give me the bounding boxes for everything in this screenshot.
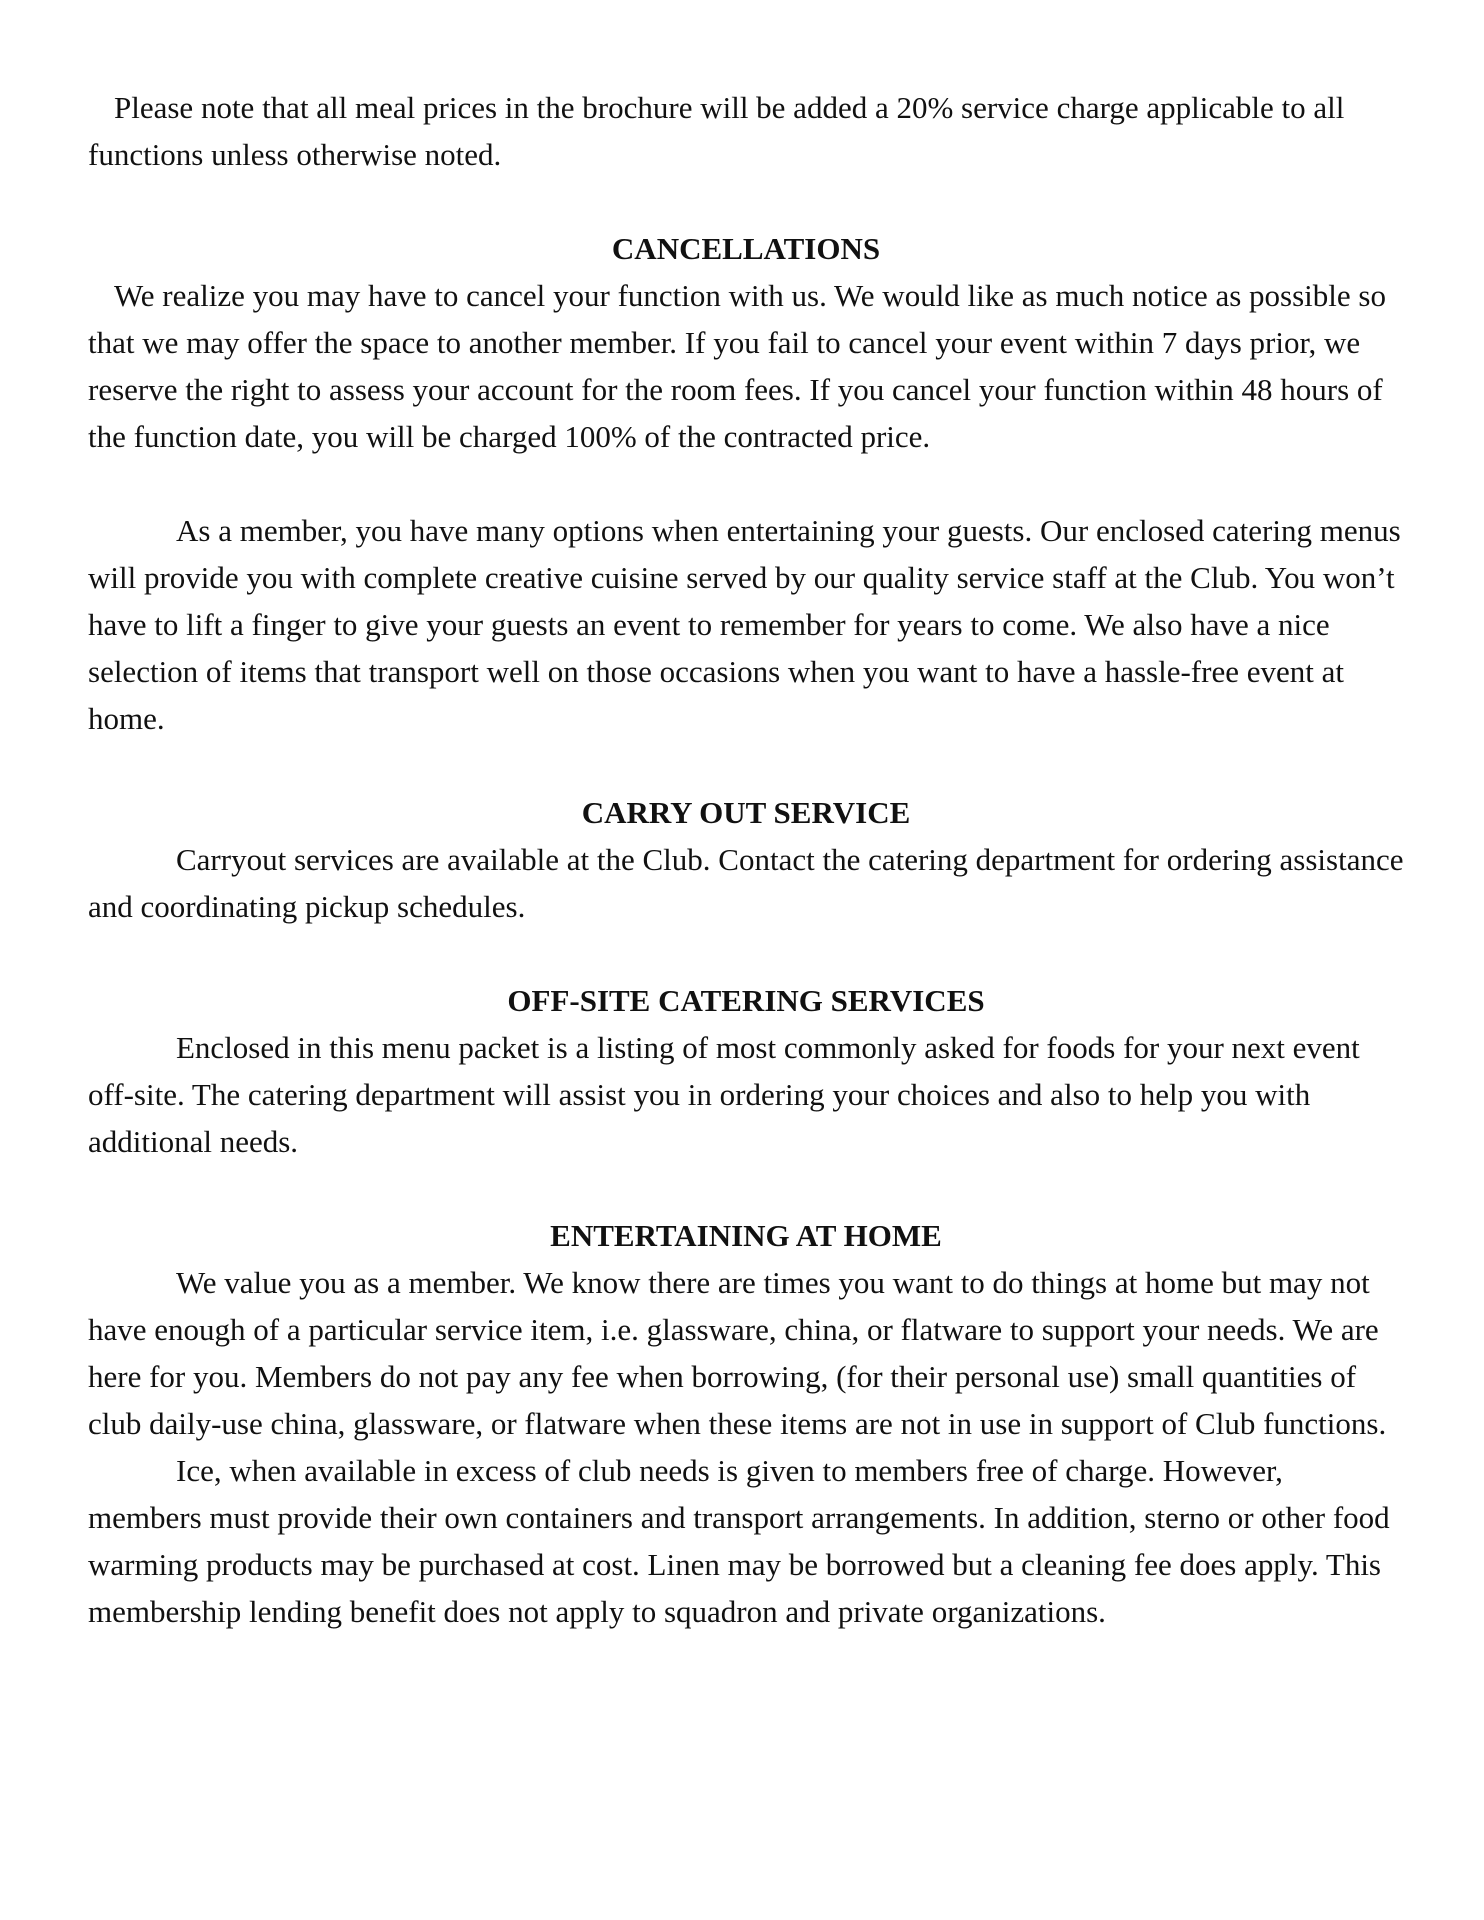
carry-out-heading: CARRY OUT SERVICE	[581, 795, 911, 830]
spacer	[88, 1165, 1404, 1212]
member-options-body: As a member, you have many options when entertaining your guests. Our enclosed catering menus will provide you with complete creative cuisine served by our quality service staff at the Club. You won’t have to lift a finger to give your guests an event to remember for years to come. We also have a nice selection of items that transport well on those occasions when you want to have a hassle-free event at home.	[88, 513, 1401, 736]
document-page	[88, 84, 1404, 1635]
off-site-heading: OFF-SITE CATERING SERVICES	[507, 983, 985, 1018]
home-body-lending: We value you as a member. We know there are times you want to do things at home but may not have enough of a particular service item, i.e. glassware, china, or flatware to support your needs. We are here for you. Members do not pay any fee when borrowing, (for their personal use) small quantities of club daily-use china, glassware, or flatware when these items are not in use in support of Club functions.	[88, 1265, 1387, 1441]
service-charge-note: Please note that all meal prices in the brochure will be added a 20% service charge applicable to all functions unless otherwise noted.	[88, 90, 1345, 172]
home-heading: ENTERTAINING AT HOME	[550, 1218, 942, 1253]
cancellations-body: We realize you may have to cancel your function with us. We would like as much notice as possible so that we may offer the space to another member. If you fail to cancel your event within 7 days prior, we reserve the right to assess your account for the room fees. If you cancel your function within 48 hours of the function date, you will be charged 100% of the contracted price.	[88, 278, 1386, 454]
spacer	[88, 742, 1404, 789]
spacer	[88, 178, 1404, 225]
off-site-body: Enclosed in this menu packet is a listing of most commonly asked for foods for your next event off-site. The catering department will assist you in ordering your choices and also to help you with additional needs.	[88, 1030, 1360, 1159]
home-body-ice: Ice, when available in excess of club needs is given to members free of charge. However, members must provide their own containers and transport arrangements. In addition, sterno or other food warming products may be purchased at cost. Linen may be borrowed but a cleaning fee does apply. This membership lending benefit does not apply to squadron and private organizations.	[88, 1453, 1390, 1629]
spacer	[88, 460, 1404, 507]
spacer	[88, 930, 1404, 977]
cancellations-heading: CANCELLATIONS	[611, 231, 881, 266]
carry-out-body: Carryout services are available at the Club. Contact the catering department for ordering assistance and coordinating pickup schedules.	[88, 842, 1404, 924]
